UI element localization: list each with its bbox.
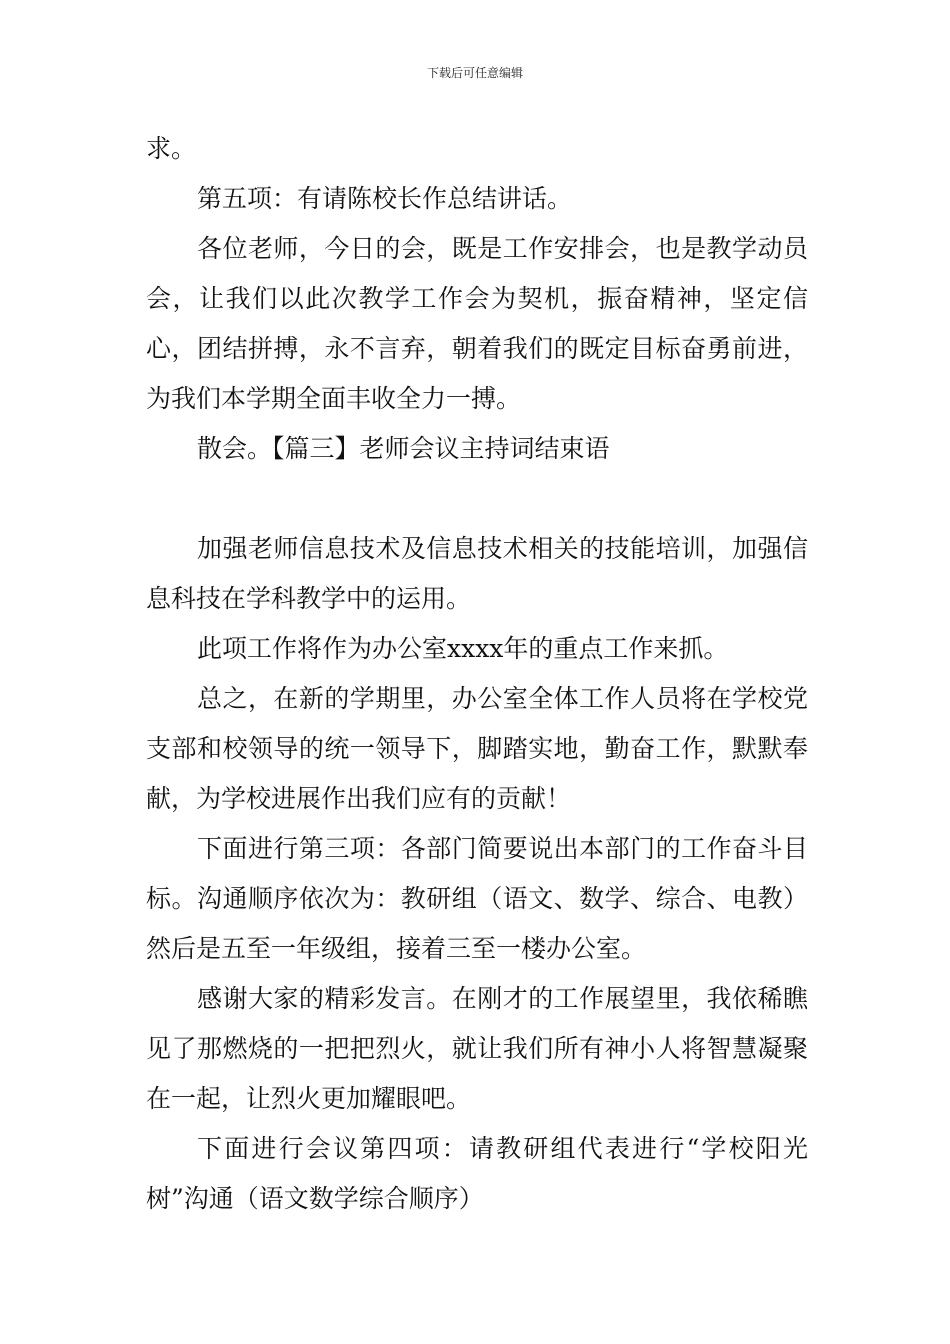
paragraph: 下面进行会议第四项：请教研组代表进行“学校阳光树”沟通（语文数学综合顺序） xyxy=(146,1134,808,1213)
paragraph: 此项工作将作为办公室xxxx年的重点工作来抓。 xyxy=(197,634,729,663)
page-header: 下载后可任意编辑 xyxy=(426,66,523,80)
paragraph: 求。 xyxy=(146,134,197,163)
paragraph: 散会。【篇三】老师会议主持词结束语 xyxy=(197,434,610,463)
document-body xyxy=(146,124,808,1224)
paragraph: 下面进行第三项：各部门简要说出本部门的工作奋斗目标。沟通顺序依次为：教研组（语文、数学、综合、电教）然后是五至一年级组，接着三至一楼办公室。 xyxy=(146,834,808,963)
paragraph: 加强老师信息技术及信息技术相关的技能培训，加强信息科技在学科教学中的运用。 xyxy=(146,534,808,613)
paragraph: 第五项：有请陈校长作总结讲话。 xyxy=(197,184,573,213)
paragraph: 总之，在新的学期里，办公室全体工作人员将在学校党支部和校领导的统一领导下，脚踏实地，勤奋工作，默默奉献，为学校进展作出我们应有的贡献！ xyxy=(146,684,808,813)
blank-line xyxy=(146,474,808,524)
paragraph: 感谢大家的精彩发言。在刚才的工作展望里，我依稀瞧见了那燃烧的一把把烈火，就让我们所有神小人将智慧凝聚在一起，让烈火更加耀眼吧。 xyxy=(146,984,808,1113)
paragraph: 各位老师，今日的会，既是工作安排会，也是教学动员会，让我们以此次教学工作会为契机，振奋精神，坚定信心，团结拼搏，永不言弃，朝着我们的既定目标奋勇前进，为我们本学期全面丰收全力一搏。 xyxy=(146,234,808,413)
